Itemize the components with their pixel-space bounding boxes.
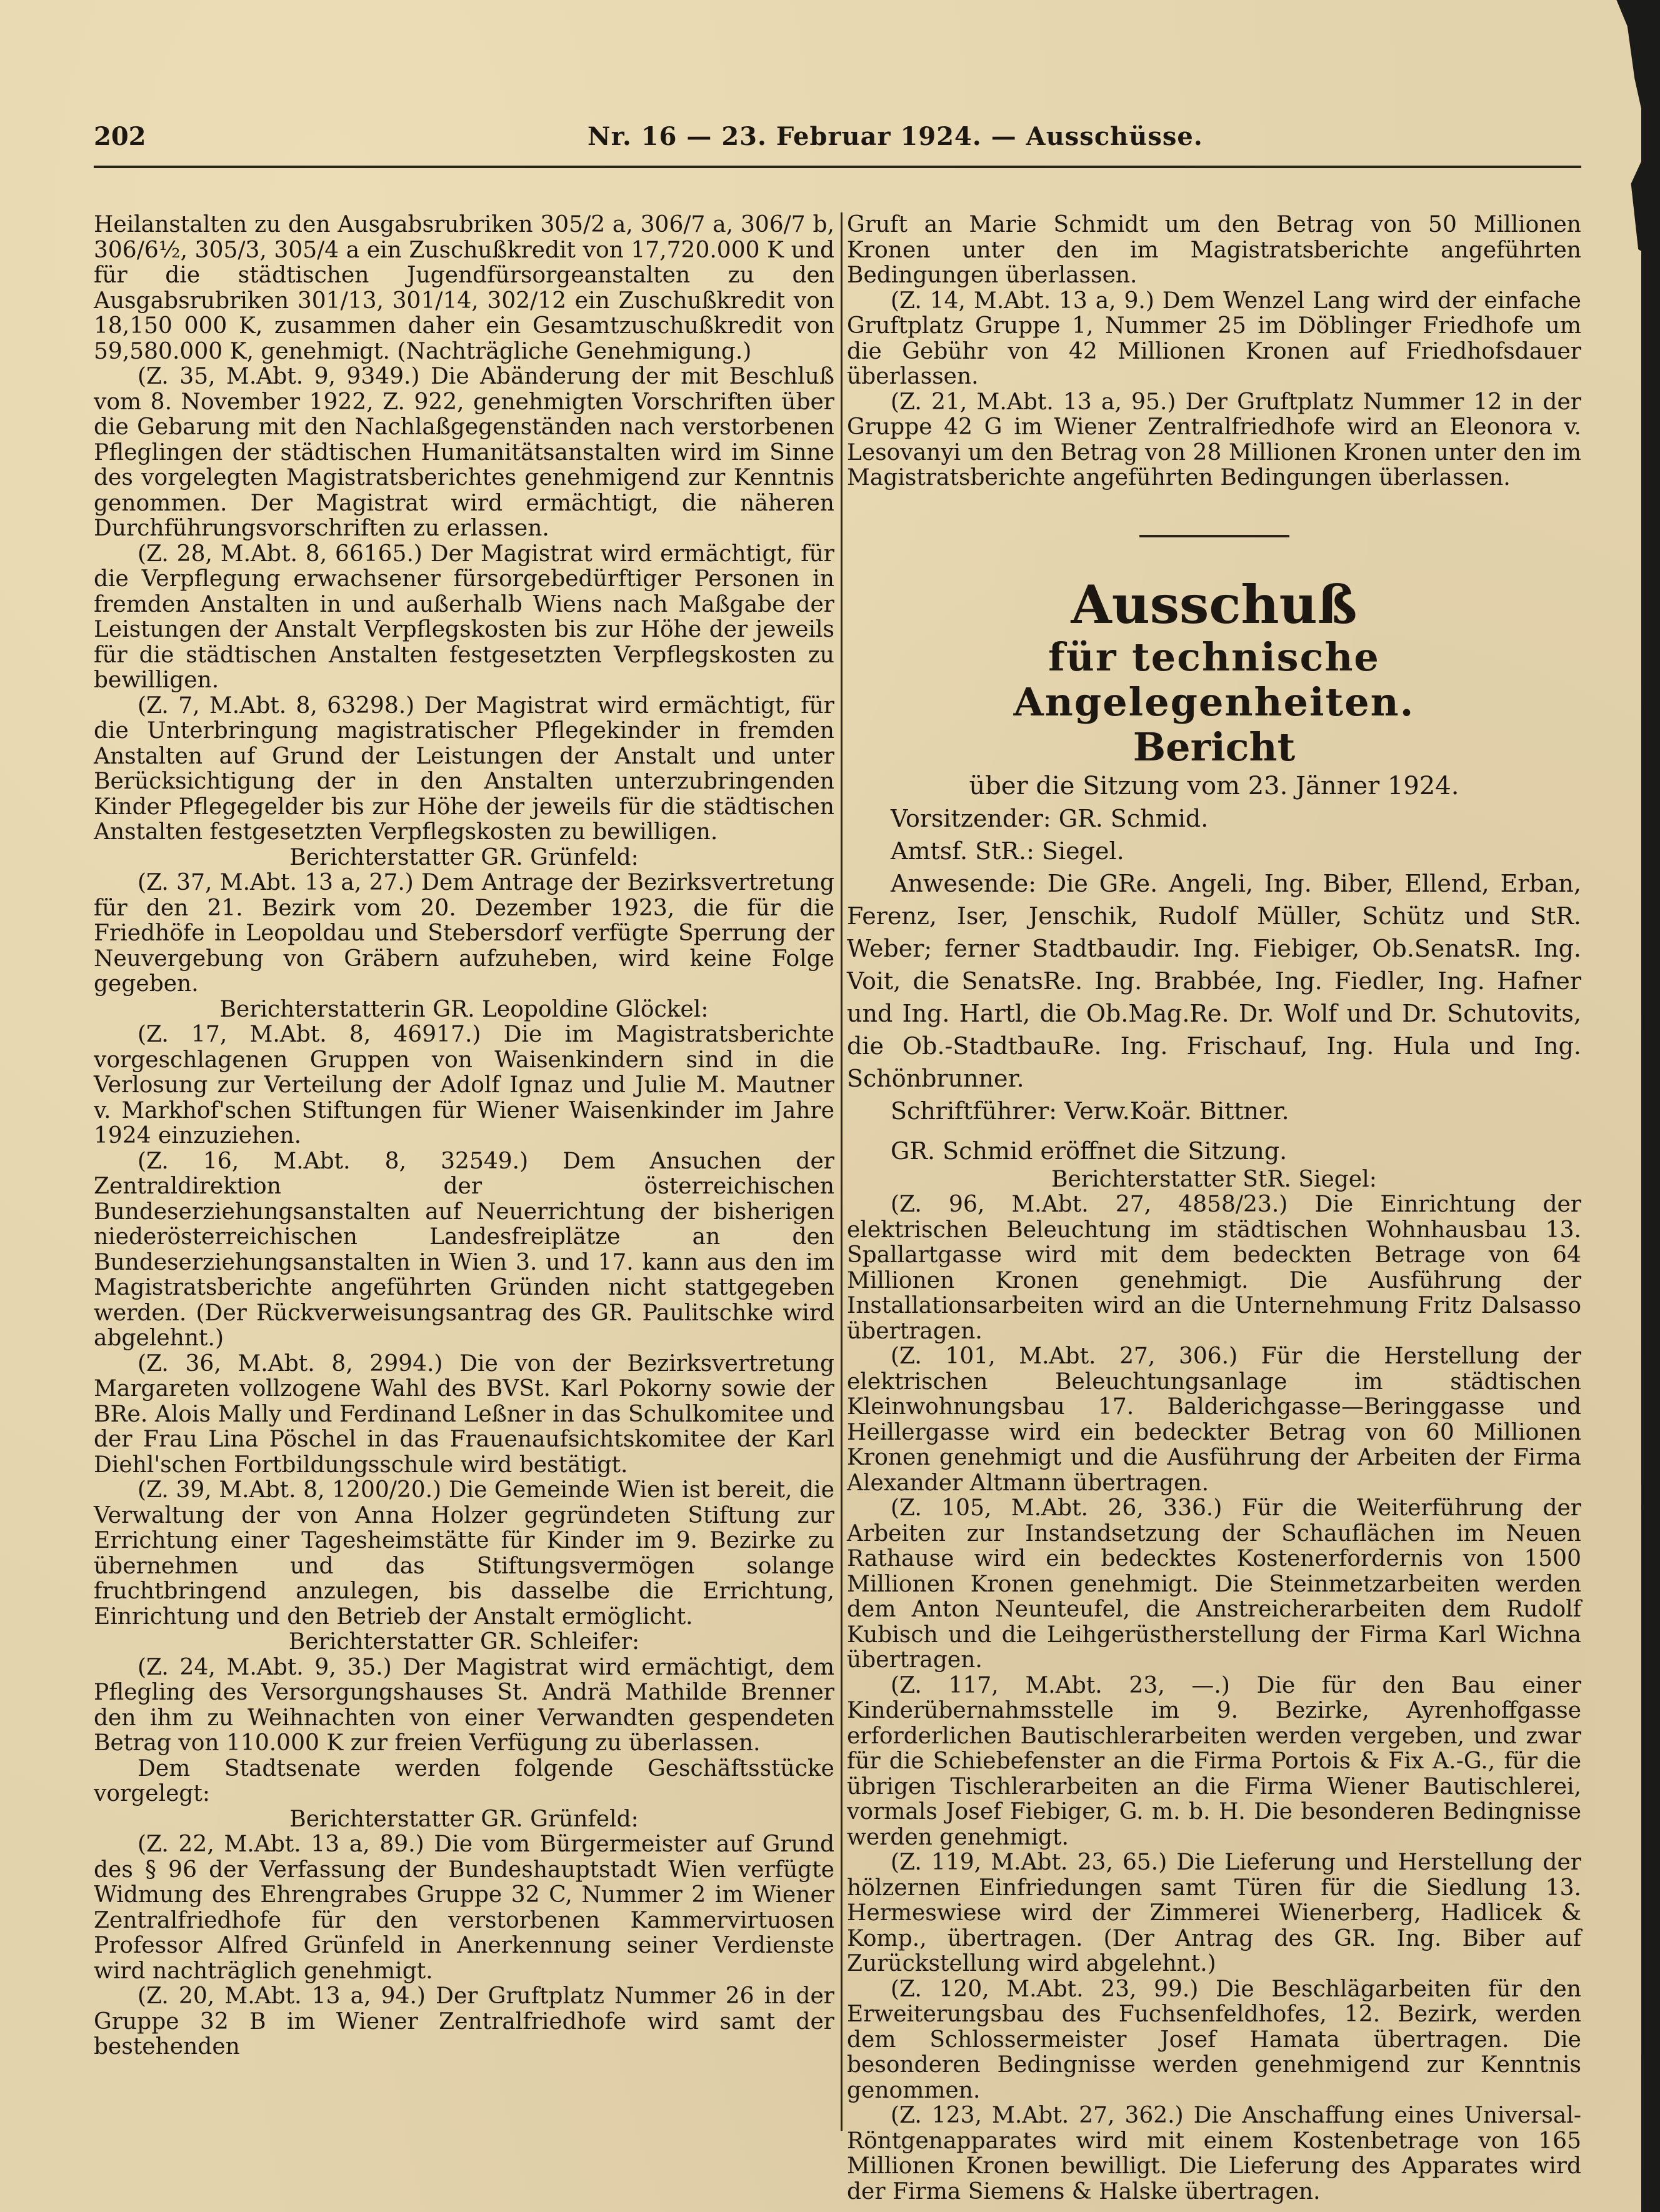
paragraph: (Z. 96, M.Abt. 27, 4858/23.) Die Einrichtung der elektrischen Beleuchtung im städtischen Wohnhausbau 13. Spallartgasse wird mit dem bedeckten Betrage von 64 Millionen Kronen genehmigt. Die Ausführung der Installationsarbeiten wird an die Unternehmung Fritz Dalsasso übertragen. bbox=[847, 1192, 1581, 1344]
reporter-heading: Berichterstatterin GR. Leopoldine Glöckel: bbox=[219, 996, 709, 1022]
reporter-heading: Berichterstatter StR. Siegel: bbox=[1051, 1166, 1377, 1192]
paragraph: (Z. 36, M.Abt. 8, 2994.) Die von der Bezirksvertretung Margareten vollzogene Wahl des BVSt. Karl Pokorny sowie der BRe. Alois Mally und Ferdinand Leßner in das Schulkomitee und der Frau Lina Pöschel in das Frauenaufsichtskomitee der Karl Diehl'schen Fortbildungsschule wird bestätigt. bbox=[94, 1350, 834, 1478]
reporter-heading: Berichterstatter GR. Grünfeld: bbox=[289, 1806, 639, 1832]
amtsf-line: Amtsf. StR.: Siegel. bbox=[891, 837, 1124, 865]
issue-title: Nr. 16 — 23. Februar 1924. — Ausschüsse. bbox=[588, 122, 1203, 151]
chair-line: Vorsitzender: GR. Schmid. bbox=[891, 804, 1209, 832]
reporter-heading: Berichterstatter GR. Schleifer: bbox=[288, 1629, 640, 1655]
opening-line: GR. Schmid eröffnet die Sitzung. bbox=[891, 1137, 1288, 1165]
paragraph: (Z. 21, M.Abt. 13 a, 95.) Der Gruftplatz Nummer 12 in der Gruppe 42 G im Wiener Zentralfriedhofe wird an Eleonora v. Lesovanyi um den Betrag von 28 Millionen Kronen unter den im Magistratsberichte angeführten Bedingungen überlassen. bbox=[847, 389, 1581, 491]
right-column bbox=[847, 212, 1581, 2205]
header-rule bbox=[94, 166, 1581, 168]
section-title: Ausschuß bbox=[1071, 573, 1358, 635]
session-date: über die Sitzung vom 23. Jänner 1924. bbox=[969, 771, 1459, 800]
paragraph: (Z. 20, M.Abt. 13 a, 94.) Der Gruftplatz Nummer 26 in der Gruppe 32 B im Wiener Zentralfriedhofe wird samt der bestehenden bbox=[94, 1983, 834, 2060]
paragraph: (Z. 117, M.Abt. 23, —.) Die für den Bau einer Kinderübernahmsstelle im 9. Bezirke, Ayrenhoffgasse erforderlichen Bautischlerarbeiten werden vergeben, und zwar für die Schiebefenster an die Firma Portois & Fix A.-G., für die übrigen Tischlerarbeiten an die Firma Wiener Bautischlerei, vormals Josef Fiebiger, G. m. b. H. Die besonderen Bedingnisse werden genehmigt. bbox=[847, 1672, 1581, 1850]
secretary-line: Schriftführer: Verw.Koär. Bittner. bbox=[891, 1097, 1289, 1125]
paragraph: Dem Stadtsenate werden folgende Geschäftsstücke vorgelegt: bbox=[94, 1755, 834, 1806]
paragraph: (Z. 22, M.Abt. 13 a, 89.) Die vom Bürgermeister auf Grund des § 96 der Verfassung der Bundeshauptstadt Wien verfügte Widmung des Ehrengrabes Gruppe 32 C, Nummer 2 im Wiener Zentralfriedhofe für den verstorbenen Kammervirtuosen Professor Alfred Grünfeld in Anerkennung seiner Verdienste wird nachträglich genehmigt. bbox=[94, 1831, 834, 1984]
paragraph: (Z. 120, M.Abt. 23, 99.) Die Beschlägarbeiten für den Erweiterungsbau des Fuchsenfeldhofes, 12. Bezirk, werden dem Schlossermeister Josef Hamata übertragen. Die besonderen Bedingnisse werden genehmigend zur Kenntnis genommen. bbox=[847, 1976, 1581, 2103]
paragraph: (Z. 28, M.Abt. 8, 66165.) Der Magistrat wird ermächtigt, für die Verpflegung erwachsener fürsorgebedürftiger Personen in fremden Anstalten in und außerhalb Wiens nach Maßgabe der Leistungen der Anstalt Verpflegskosten bis zur Höhe der jeweils für die städtischen Anstalten festgesetzten Verpflegskosten zu bewilligen. bbox=[94, 541, 834, 693]
paragraph: (Z. 123, M.Abt. 27, 362.) Die Anschaffung eines Universal-Röntgenapparates wird mit einem Kostenbetrage von 165 Millionen Kronen bewilligt. Die Lieferung des Apparates wird der Firma Siemens & Halske übertragen. bbox=[847, 2103, 1581, 2205]
paragraph: (Z. 105, M.Abt. 26, 336.) Für die Weiterführung der Arbeiten zur Instandsetzung der Schauflächen im Neuen Rathause wird ein bedecktes Kostenerfordernis von 1500 Millionen Kronen genehmigt. Die Steinmetzarbeiten werden dem Anton Neunteufel, die Anstreicherarbeiten dem Rudolf Kubisch und die Leihgerüstherstellung der Firma Karl Wichna übertragen. bbox=[847, 1495, 1581, 1673]
reporter-heading: Berichterstatter GR. Grünfeld: bbox=[289, 844, 639, 870]
attendees: Anwesende: Die GRe. Angeli, Ing. Biber, Ellend, Erban, Ferenz, Iser, Jenschik, Rudolf Müller, Schütz und StR. Weber; ferner Stadtbaudir. Ing. Fiebiger, Ob.SenatsR. Ing. Voit, die SenatsRe. Ing. Brabbée, Ing. Fiedler, Ing. Hafner und Ing. Hartl, die Ob.Mag.Re. Dr. Wolf und Dr. Schutovits, die Ob.-StadtbauRe. Ing. Frischauf, Ing. Hula und Ing. Schönbrunner. bbox=[847, 869, 1581, 1092]
paragraph: (Z. 17, M.Abt. 8, 46917.) Die im Magistratsberichte vorgeschlagenen Gruppen von Waisenkindern sind in die Verlosung zur Verteilung der Adolf Ignaz und Julie M. Mautner v. Markhof'schen Stiftungen für Wiener Waisenkinder im Jahre 1924 einzuziehen. bbox=[94, 1022, 834, 1148]
spacer bbox=[847, 1127, 1581, 1135]
paragraph: (Z. 24, M.Abt. 9, 35.) Der Magistrat wird ermächtigt, dem Pflegling des Versorgungshauses St. Andrä Mathilde Brenner den ihm zu Weihnachten von einer Verwandten gespendeten Betrag von 110.000 K zur freien Verfügung zu überlassen. bbox=[94, 1654, 834, 1756]
paragraph: (Z. 16, M.Abt. 8, 32549.) Dem Ansuchen der Zentraldirektion der österreichischen Bundeserziehungsanstalten auf Neuerrichtung der bisherigen niederösterreichischen Landesfreiplätze an den Bundeserziehungsanstalten in Wien 3. und 17. kann aus den im Magistratsberichte angeführten Gründen nicht stattgegeben werden. (Der Rückverweisungsantrag des GR. Paulitschke wird abgelehnt.) bbox=[94, 1148, 834, 1351]
paragraph: (Z. 14, M.Abt. 13 a, 9.) Dem Wenzel Lang wird der einfache Gruftplatz Gruppe 1, Nummer 25 im Döblinger Friedhofe um die Gebühr von 42 Millionen Kronen auf Friedhofsdauer überlassen. bbox=[847, 287, 1581, 389]
paragraph: Heilanstalten zu den Ausgabsrubriken 305/2 a, 306/7 a, 306/7 b, 306/6½, 305/3, 305/4 a ein Zuschußkredit von 17,720.000 K und für die städtischen Jugendfürsorgeanstalten zu den Ausgabsrubriken 301/13, 301/14, 302/12 ein Zuschußkredit von 18,150 000 K, zusammen daher ein Gesamtzuschußkredit von 59,580.000 K, genehmigt. (Nachträgliche Genehmigung.) bbox=[94, 212, 834, 364]
paragraph: (Z. 39, M.Abt. 8, 1200/20.) Die Gemeinde Wien ist bereit, die Verwaltung der von Anna Holzer gegründeten Stiftung zur Errichtung einer Tagesheimstätte für Kinder im 9. Bezirke zu übernehmen und das Stiftungsvermögen solange fruchtbringend anzulegen, bis dasselbe die Errichtung, Einrichtung und den Betrieb der Anstalt ermöglicht. bbox=[94, 1477, 834, 1630]
torn-edge bbox=[1588, 0, 1660, 262]
paragraph: Gruft an Marie Schmidt um den Betrag von 50 Millionen Kronen unter den im Magistratsberichte angeführten Bedingungen überlassen. bbox=[847, 212, 1581, 288]
column-divider bbox=[841, 212, 842, 2131]
report-heading: Bericht bbox=[1132, 724, 1296, 770]
paragraph: (Z. 101, M.Abt. 27, 306.) Für die Herstellung der elektrischen Beleuchtungsanlage im städtischen Kleinwohnungsbau 17. Balderichgasse—Beringgasse und Heillergasse wird ein bedeckter Betrag von 60 Millionen Kronen genehmigt und die Ausführung der Arbeiten der Firma Alexander Altmann übertragen. bbox=[847, 1343, 1581, 1496]
page-header bbox=[94, 122, 1581, 159]
paragraph: (Z. 37, M.Abt. 13 a, 27.) Dem Antrage der Bezirksvertretung für den 21. Bezirk vom 20. Dezember 1923, die für die Friedhöfe in Leopoldau und Stebersdorf verfügte Sperrung der Neuvergebung von Gräbern aufzuheben, wird keine Folge gegeben. bbox=[94, 870, 834, 997]
left-column bbox=[94, 212, 834, 2060]
page-number: 202 bbox=[94, 122, 146, 151]
section-subtitle: für technische Angelegenheiten. bbox=[1013, 634, 1415, 725]
paragraph: (Z. 35, M.Abt. 9, 9349.) Die Abänderung der mit Beschluß vom 8. November 1922, Z. 922, genehmigten Vorschriften über die Gebarung mit den Nachlaßgegenständen nach verstorbenen Pfleglingen der städtischen Humanitätsanstalten wird im Sinne des vorgelegten Magistratsberichtes genehmigend zur Kenntnis genommen. Der Magistrat wird ermächtigt, die näheren Durchführungsvorschriften zu erlassen. bbox=[94, 364, 834, 541]
section-divider bbox=[1139, 535, 1289, 537]
paragraph: (Z. 119, M.Abt. 23, 65.) Die Lieferung und Herstellung der hölzernen Einfriedungen samt Türen für die Siedlung 13. Hermeswiese wird der Zimmerei Wienerberg, Hadlicek & Komp., übertragen. (Der Antrag des GR. Ing. Biber auf Zurückstellung wird abgelehnt.) bbox=[847, 1850, 1581, 1976]
paragraph: (Z. 7, M.Abt. 8, 63298.) Der Magistrat wird ermächtigt, für die Unterbringung magistratischer Pflegekinder in fremden Anstalten auf Grund der Leistungen der Anstalt und unter Berücksichtigung der in den Anstalten unterzubringenden Kinder Pflegegelder bis zur Höhe der jeweils für die städtischen Anstalten festgesetzten Verpflegskosten zu bewilligen. bbox=[94, 692, 834, 845]
